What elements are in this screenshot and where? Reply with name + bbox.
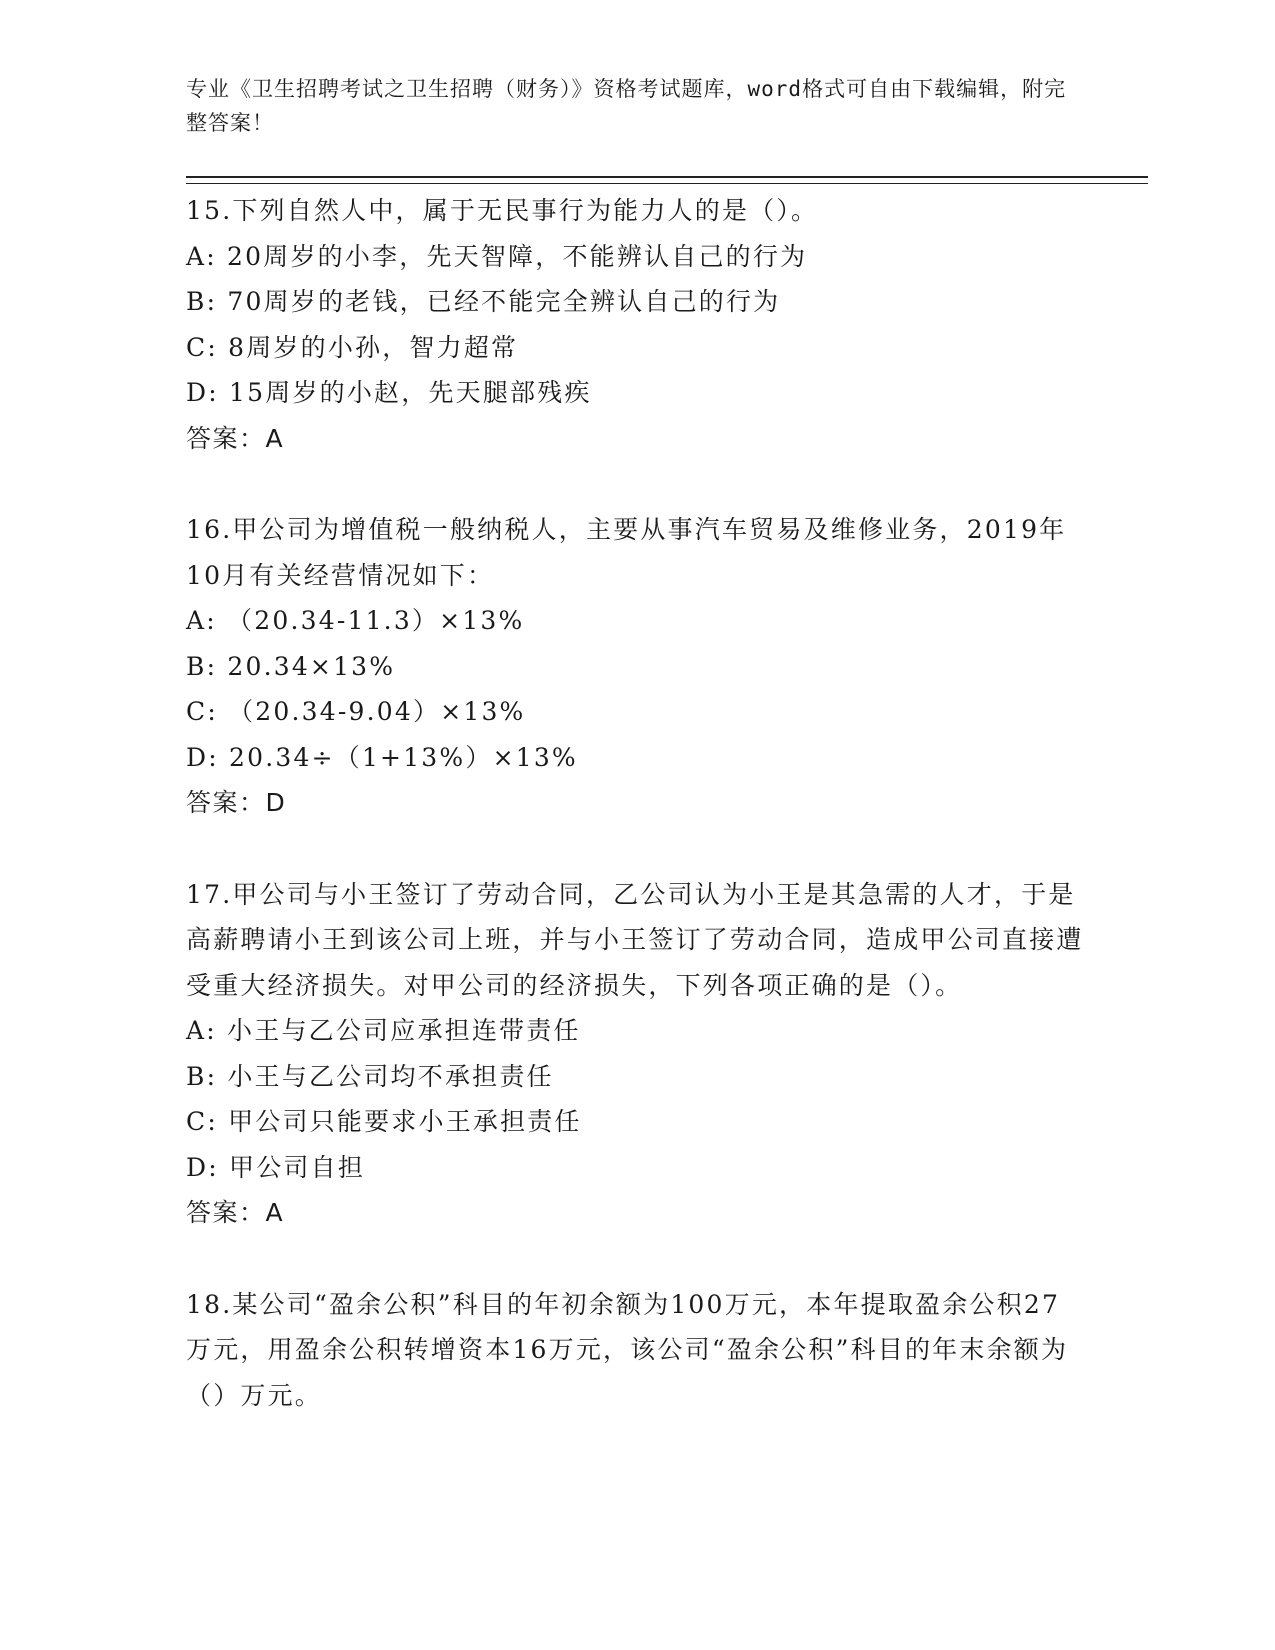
answer-value: A xyxy=(265,423,285,453)
option-label: B: xyxy=(186,1061,218,1091)
answer-label: 答案： xyxy=(186,423,266,453)
answer-label: 答案： xyxy=(186,788,266,817)
option-text: 8周岁的小孙，智力超常 xyxy=(228,332,519,362)
question-list xyxy=(186,188,1086,1418)
answer-label: 答案： xyxy=(186,1198,266,1227)
option-text: 小王与乙公司均不承担责任 xyxy=(227,1061,554,1091)
option-text: 甲公司只能要求小王承担责任 xyxy=(228,1107,582,1136)
option-c xyxy=(186,1099,1086,1145)
option-label: C: xyxy=(186,697,218,726)
option-label: C: xyxy=(186,1107,218,1136)
option-text: 70周岁的老钱，已经不能完全辨认自己的行为 xyxy=(227,287,781,316)
option-d xyxy=(186,1145,1086,1191)
question-16 xyxy=(186,507,1086,826)
spacer xyxy=(186,1236,1086,1282)
document-header: 专业《卫生招聘考试之卫生招聘（财务）》资格考试题库，word格式可自由下载编辑，附完整答案！ xyxy=(186,77,1067,135)
question-15 xyxy=(186,188,1086,461)
spacer xyxy=(186,826,1086,872)
option-a xyxy=(186,1008,1086,1054)
option-text: 小王与乙公司应承担连带责任 xyxy=(227,1016,581,1045)
answer-value: A xyxy=(265,1198,285,1227)
option-a xyxy=(186,598,1086,644)
option-label: D: xyxy=(186,1152,219,1182)
answer-line xyxy=(186,1190,1086,1236)
answer-value: D xyxy=(265,788,287,817)
question-18 xyxy=(186,1282,1086,1419)
option-d xyxy=(186,370,1086,416)
option-b xyxy=(186,644,1086,690)
option-b xyxy=(186,1054,1086,1100)
option-text: 20.34÷（1+13%）×13% xyxy=(229,742,578,772)
option-text: 20周岁的小李，先天智障，不能辨认自己的行为 xyxy=(227,241,808,271)
answer-line xyxy=(186,416,1086,462)
option-text: （20.34-11.3）×13% xyxy=(227,606,525,635)
option-c xyxy=(186,325,1086,371)
option-d xyxy=(186,735,1086,781)
header-divider-thick xyxy=(186,176,1148,178)
option-label: A: xyxy=(186,1016,217,1045)
question-stem: 17.甲公司与小王签订了劳动合同，乙公司认为小王是其急需的人才，于是高薪聘请小王到该公司上班，并与小王签订了劳动合同，造成甲公司直接遭受重大经济损失。对甲公司的经济损失，下列各项正确的是（）。 xyxy=(186,879,1084,1000)
option-label: B: xyxy=(186,651,218,681)
option-text: 甲公司自担 xyxy=(229,1152,366,1182)
spacer xyxy=(186,461,1086,507)
option-a xyxy=(186,234,1086,280)
option-c xyxy=(186,689,1086,735)
question-stem: 16.甲公司为增值税一般纳税人，主要从事汽车贸易及维修业务，2019年10月有关经营情况如下： xyxy=(186,515,1067,590)
option-label: C: xyxy=(186,332,218,362)
option-text: 15周岁的小赵，先天腿部残疾 xyxy=(229,378,592,407)
option-label: B: xyxy=(186,287,218,316)
question-stem: 18.某公司“盈余公积”科目的年初余额为100万元，本年提取盈余公积27万元，用盈余公积转增资本16万元，该公司“盈余公积”科目的年末余额为（）万元。 xyxy=(186,1289,1069,1410)
header-divider-thin xyxy=(186,183,1148,184)
question-stem: 15.下列自然人中，属于无民事行为能力人的是（）。 xyxy=(186,196,819,225)
option-label: D: xyxy=(186,378,219,407)
option-label: A: xyxy=(186,606,217,635)
question-17 xyxy=(186,872,1086,1236)
option-label: D: xyxy=(186,742,219,772)
option-b xyxy=(186,279,1086,325)
option-label: A: xyxy=(186,241,217,271)
option-text: 20.34×13% xyxy=(227,651,396,681)
option-text: （20.34-9.04）×13% xyxy=(228,697,526,726)
answer-line xyxy=(186,780,1086,826)
